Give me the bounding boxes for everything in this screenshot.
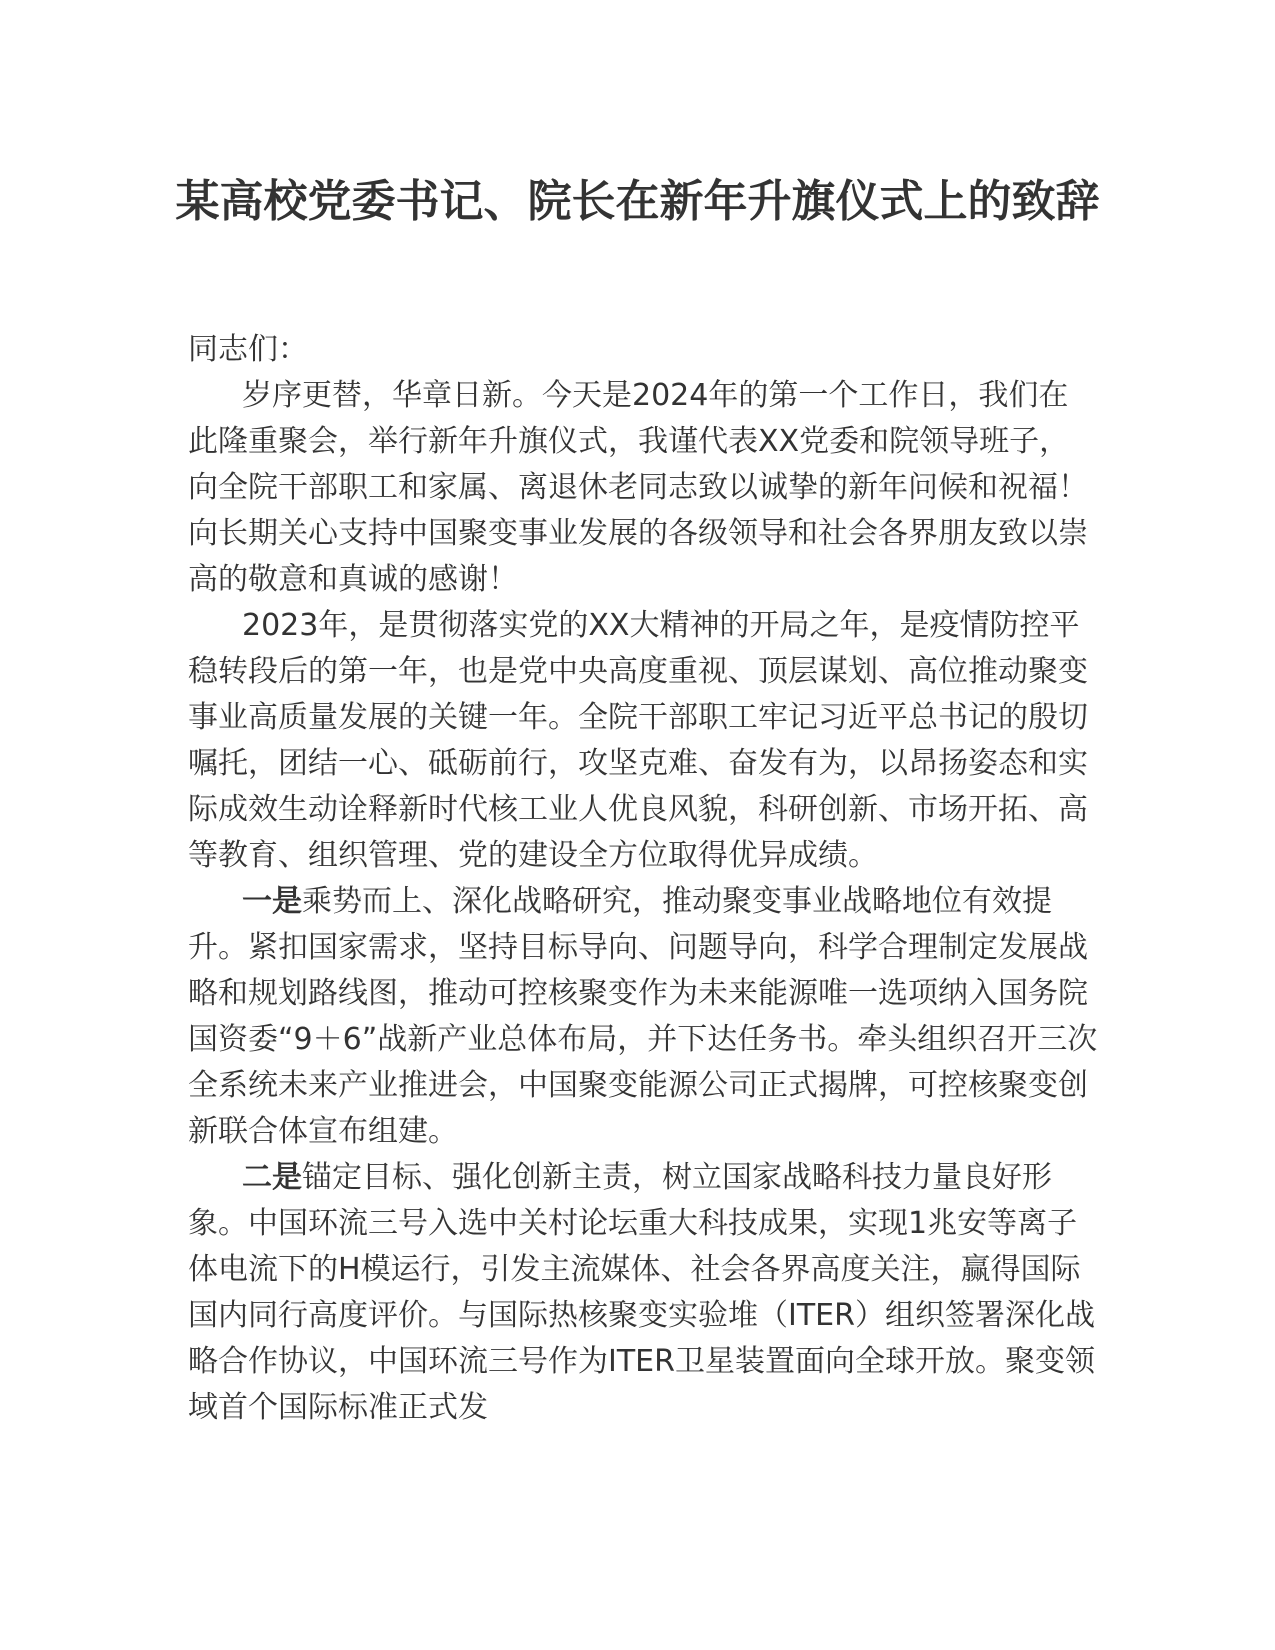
document-title: 某高校党委书记、院长在新年升旗仪式上的致辞 [175,176,1100,227]
paragraph-text: 锚定目标、强化创新主责，树立国家战略科技力量良好形象。中国环流三号入选中关村论坛重大科技成果，实现1兆安等离子体电流下的H模运行，引发主流媒体、社会各界高度关注，赢得国际国内同行高度评价。与国际热核聚变实验堆（ITER）组织签署深化战略合作协议，中国环流三号作为ITER卫星装置面向全球开放。聚变领域首个国际标准正式发 [188,1160,1095,1425]
paragraph-text: 2023年，是贯彻落实党的XX大精神的开局之年，是疫情防控平稳转段后的第一年，也是党中央高度重视、顶层谋划、高位推动聚变事业高质量发展的关键一年。全院干部职工牢记习近平总书记的殷切嘱托，团结一心、砥砺前行，攻坚克难、奋发有为，以昂扬姿态和实际成效生动诠释新时代核工业人优良风貌，科研创新、市场开拓、高等教育、组织管理、党的建设全方位取得优异成绩。 [188,608,1088,873]
paragraph-text: 乘势而上、深化战略研究，推动聚变事业战略地位有效提升。紧扣国家需求，坚持目标导向、问题导向，科学合理制定发展战略和规划路线图，推动可控核聚变作为未来能源唯一选项纳入国务院国资委“9＋6”战新产业总体布局，并下达任务书。牵头组织召开三次全系统未来产业推进会，中国聚变能源公司正式揭牌，可控核聚变创新联合体宣布组建。 [188,884,1098,1149]
paragraph-2023-review [188,603,1098,879]
point-lead: 一是 [242,884,302,919]
paragraph-point-one [188,879,1098,1155]
paragraph-opening [188,373,1098,603]
point-lead: 二是 [242,1160,302,1195]
paragraph-text: 岁序更替，华章日新。今天是2024年的第一个工作日，我们在此隆重聚会，举行新年升旗仪式，我谨代表XX党委和院领导班子，向全院干部职工和家属、离退休老同志致以诚挚的新年问候和祝福！向长期关心支持中国聚变事业发展的各级领导和社会各界朋友致以崇高的敬意和真诚的感谢！ [188,378,1088,597]
document-body [188,327,1098,1431]
paragraph-point-two [188,1155,1098,1431]
salutation: 同志们： [188,332,308,367]
